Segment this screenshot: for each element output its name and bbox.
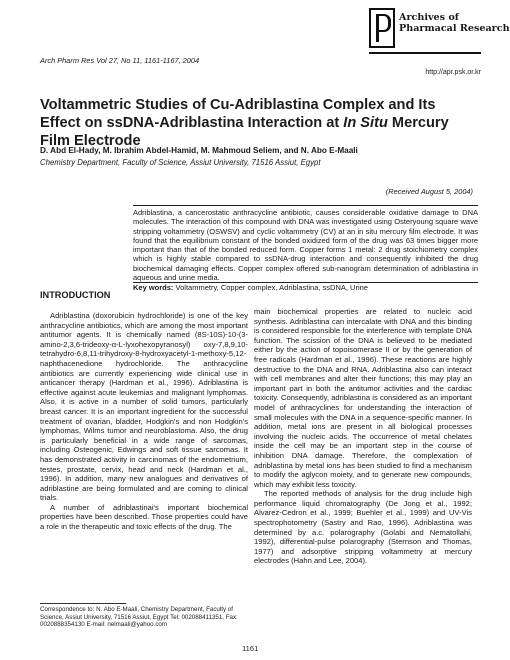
- keywords-text: Voltammetry, Copper complex, Adriblastina, ssDNA, Urine: [175, 283, 368, 293]
- logo-line-1: Archives of: [399, 12, 459, 23]
- right-column: [254, 307, 472, 566]
- keywords-label: Key words:: [133, 283, 174, 293]
- received-date: (Received August 5, 2004): [385, 187, 473, 196]
- title-italic: In Situ: [343, 115, 388, 131]
- author-list: D. Abd El-Hady, M. Ibrahim Abdel-Hamid, M. Mahmoud Seliem, and N. Abo E-Maali: [40, 146, 358, 155]
- journal-citation: Arch Pharm Res Vol 27, No 11, 1161-1167, 2004: [40, 56, 200, 65]
- section-heading-introduction: INTRODUCTION: [40, 290, 111, 300]
- footnote-rule: [40, 603, 126, 604]
- logo-rule: [369, 52, 481, 54]
- journal-logo: [369, 8, 510, 54]
- abstract-box: [133, 205, 478, 293]
- body-paragraph: Adriblastina (doxorubicin hydrochloride) is one of the key anthracycline antibiotics, which are among the most important antitumor agents. It is chemically named (8S-10S)-10-(3-amino-2,3,6-trideoxy-α-L-lyxohexopyranosyl) oxy-7,8,9,10-tetrahydro-6,8,11-trihydroxy-8-hydroxyacetyl-1-methoxy-5,12-naphthacenedione hydrochloride. The anthracycline antibiotics are currently experiencing wide clinical use in anticancer therapy (Hardman et al., 1996). Adriblastina is effective against acute leukemias and malignant lymphomas. Also, it is active in a number of solid tumors, particularly breast cancer. It is an important ingredient for the successful treatment of ovarian, bladder, Hodgkin's and non Hodgkin's lymphomas, Wilms tumor and neuroblastoma. Also, the drug is particularly beneficial in a wide range of sarcomas, including Osteogenic, Edwings and soft tissue sarcomas. It has demonstrated activity in carcinomas of the endometrium, testes, prostate, cervix, head and neck (Hardman et al., 1996). In addition, many new analogues and derivatives of adriblastine are being formulated and are coming to clinical trials.: [40, 311, 248, 503]
- paper-title: Voltammetric Studies of Cu-Adriblastina Complex and Its Effect on ssDNA-Adriblastina Interaction at In Situ Mercury Film Electrode: [40, 97, 449, 149]
- body-paragraph: main biochemical properties are related to nucleic acid synthesis. Adriblastina can intercalate with DNA and this binding is considered responsible for the interference with template DNA function. The scission of the DNA is believed to be mediated either by the action of topoisomerase II or by the generation of free radicals (Hardman et al., 1996). These reactions are highly destructive to the DNA and RNA. Adriblastina also can interact with cell membranes and alter their functions; this may play an important part in both the antitumor activities and the cardiac toxicity. Consequently, adriblastina is considered as an important model of anthracyclines for understanding the interaction of small molecules with the DNA in a sequence-specific manner. In addition, metal ions are present in all biological processes involving the nucleic acids. The occurrence of metal chelates inside the cell may be an important step in the course of inhibition DNA damage. Therefore, the complexation of adriblastina by metal ions has been studied to find a mechanism to modify the aglycon moiety, and to generate new compounds, which may exhibit less toxicity.: [254, 307, 472, 489]
- affiliation: Chemistry Department, Faculty of Science, Assiut University, 71516 Assiut, Egypt: [40, 158, 321, 167]
- journal-logo-icon: [369, 8, 395, 48]
- correspondence-footnote: Correspondence to: N. Abo E-Maali, Chemistry Department, Faculty of Science, Assiut University, 71516 Assiut, Egypt Tel: 002088411351, Fax: 0020888354130 E-mail: nelmaali@yahoo.com: [40, 606, 238, 629]
- logo-line-2: Pharmacal Research: [399, 23, 510, 34]
- body-paragraph: A number of adriblastinai's important biochemical properties have been described. Those properties could have a role in the therapeutic and toxic effects of the drug. The: [40, 502, 248, 532]
- abstract-text: Adriblastina, a cancerostatic anthracycline antibiotic, causes considerable oxidative damage to DNA molecules. The interaction of this compound with DNA was investigated using Osteryoung square wave stripping voltammetry (OSWSV) and cyclic voltammetry (CV) at an in situ mercury film electrode. It was found that the equilibrium constant of the bonded oxidized form of the drug was 63 times bigger more important than that of the bonded reduced form. Copper forms 1 metal: 2 drug stoichiometry complex which is highly stable compared to ssDNA-drug interaction and consequently inhibited the drug biochemical damaging effects. Copper complex offered sub-nanogram determination of adriblastina in aqueous and urine media.: [133, 208, 478, 283]
- body-paragraph: The reported methods of analysis for the drug include high performance liquid chromatography (De Jong et al., 1992; Alvarez-Cedron et al., 1999; Buehler et al., 1999) and UV-Vis spectrophotometry (Sastry and Rao, 1996). Adriblastina was determined by a.c. polarography (Golabi and Nematollahi, 1992), differential-pulse polarography (Sternson and Thomas, 1977) and adsorptive stripping voltammetry at mercury electrodes (Hahn and Lee, 2004).: [254, 489, 472, 566]
- page-number: 1161: [242, 644, 259, 653]
- keywords: [133, 283, 478, 293]
- journal-url[interactable]: http://apr.psk.or.kr: [425, 69, 481, 76]
- left-column: [40, 311, 248, 532]
